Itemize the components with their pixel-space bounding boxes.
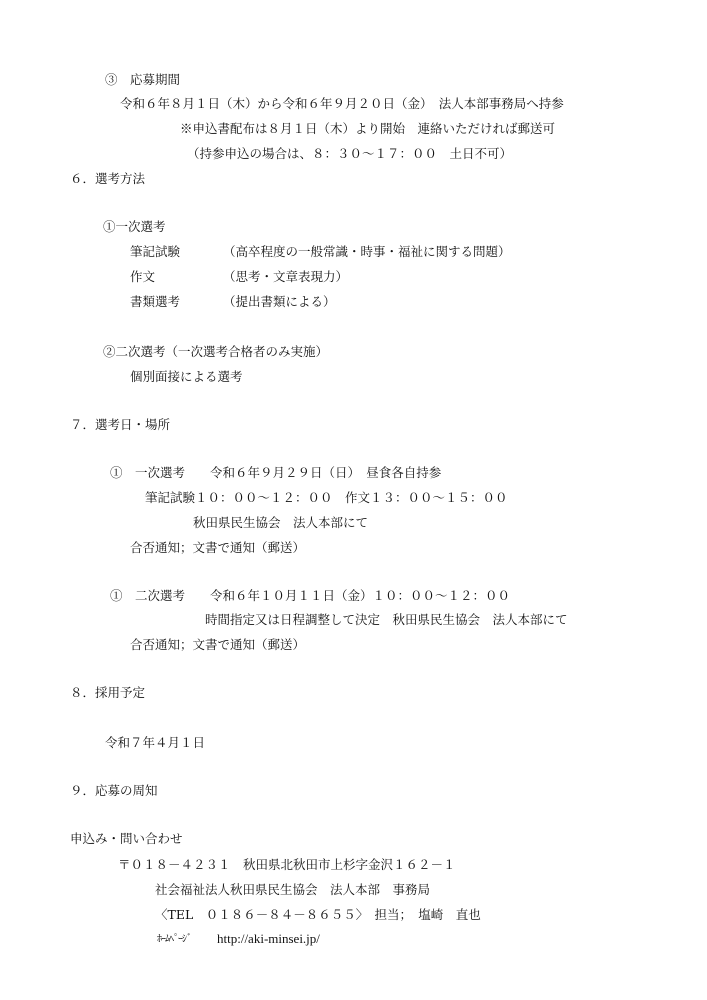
- first-selection-place: 秋田県民生協会 法人本部にて: [193, 515, 369, 530]
- second-selection-place: 時間指定又は日程調整して決定 秋田県民生協会 法人本部にて: [205, 612, 568, 627]
- first-selection-item-desc: （提出書類による）: [223, 294, 336, 309]
- second-selection-date: ① 二次選考 令和６年１０月１１日（金）１０：００～１２：００: [110, 588, 511, 603]
- second-selection-heading: ②二次選考（一次選考合格者のみ実施）: [103, 344, 329, 359]
- contact-address: 〒０１８－４２３１ 秋田県北秋田市上杉字金沢１６２－１: [118, 857, 456, 872]
- first-selection-times: 筆記試験１０：００～１２：００ 作文１３：００～１５：００: [145, 490, 508, 505]
- second-selection-desc: 個別面接による選考: [130, 369, 243, 384]
- first-selection-item-label: 筆記試験: [130, 244, 181, 259]
- contact-telephone: 〈TEL ０１８６－８４－８６５５〉 担当； 塩崎 直也: [155, 907, 481, 922]
- hiring-heading: ８．採用予定: [70, 685, 146, 700]
- application-period-dates: 令和６年８月１日（木）から令和６年９月２０日（金） 法人本部事務局へ持参: [120, 96, 564, 111]
- selection-schedule-heading: ７．選考日・場所: [70, 417, 171, 432]
- first-selection-item-label: 書類選考: [130, 294, 181, 309]
- submission-hours-note: （持参申込の場合は、８：３０～１７：００ 土日不可）: [187, 146, 513, 161]
- first-selection-item-desc: （思考・文章表現力）: [223, 269, 349, 284]
- contact-organization: 社会福祉法人秋田県民生協会 法人本部 事務局: [155, 882, 431, 897]
- second-selection-result-notice: 合否通知；文書で通知（郵送）: [130, 637, 306, 652]
- first-selection-item-label: 作文: [130, 269, 156, 284]
- hiring-date: 令和７年４月１日: [105, 735, 206, 750]
- first-selection-item-desc: （高卒程度の一般常識・時事・福祉に関する問題）: [223, 244, 511, 259]
- homepage-link[interactable]: http://aki-minsei.jp/: [217, 931, 320, 946]
- homepage-label: ﾎｰﾑﾍﾟｰｼﾞ: [157, 934, 191, 945]
- application-period-heading: ③ 応募期間: [105, 72, 181, 87]
- notice-heading: ９．応募の周知: [70, 783, 158, 798]
- first-selection-date: ① 一次選考 令和６年９月２９日（日） 昼食各自持参: [110, 465, 442, 480]
- selection-method-heading: ６．選考方法: [70, 171, 146, 186]
- first-selection-result-notice: 合否通知；文書で通知（郵送）: [130, 540, 306, 555]
- application-form-distribution-note: ※申込書配布は８月１日（木）より開始 連絡いただければ郵送可: [180, 121, 556, 136]
- first-selection-heading: ①一次選考: [103, 219, 166, 234]
- contact-heading: 申込み・問い合わせ: [70, 831, 183, 846]
